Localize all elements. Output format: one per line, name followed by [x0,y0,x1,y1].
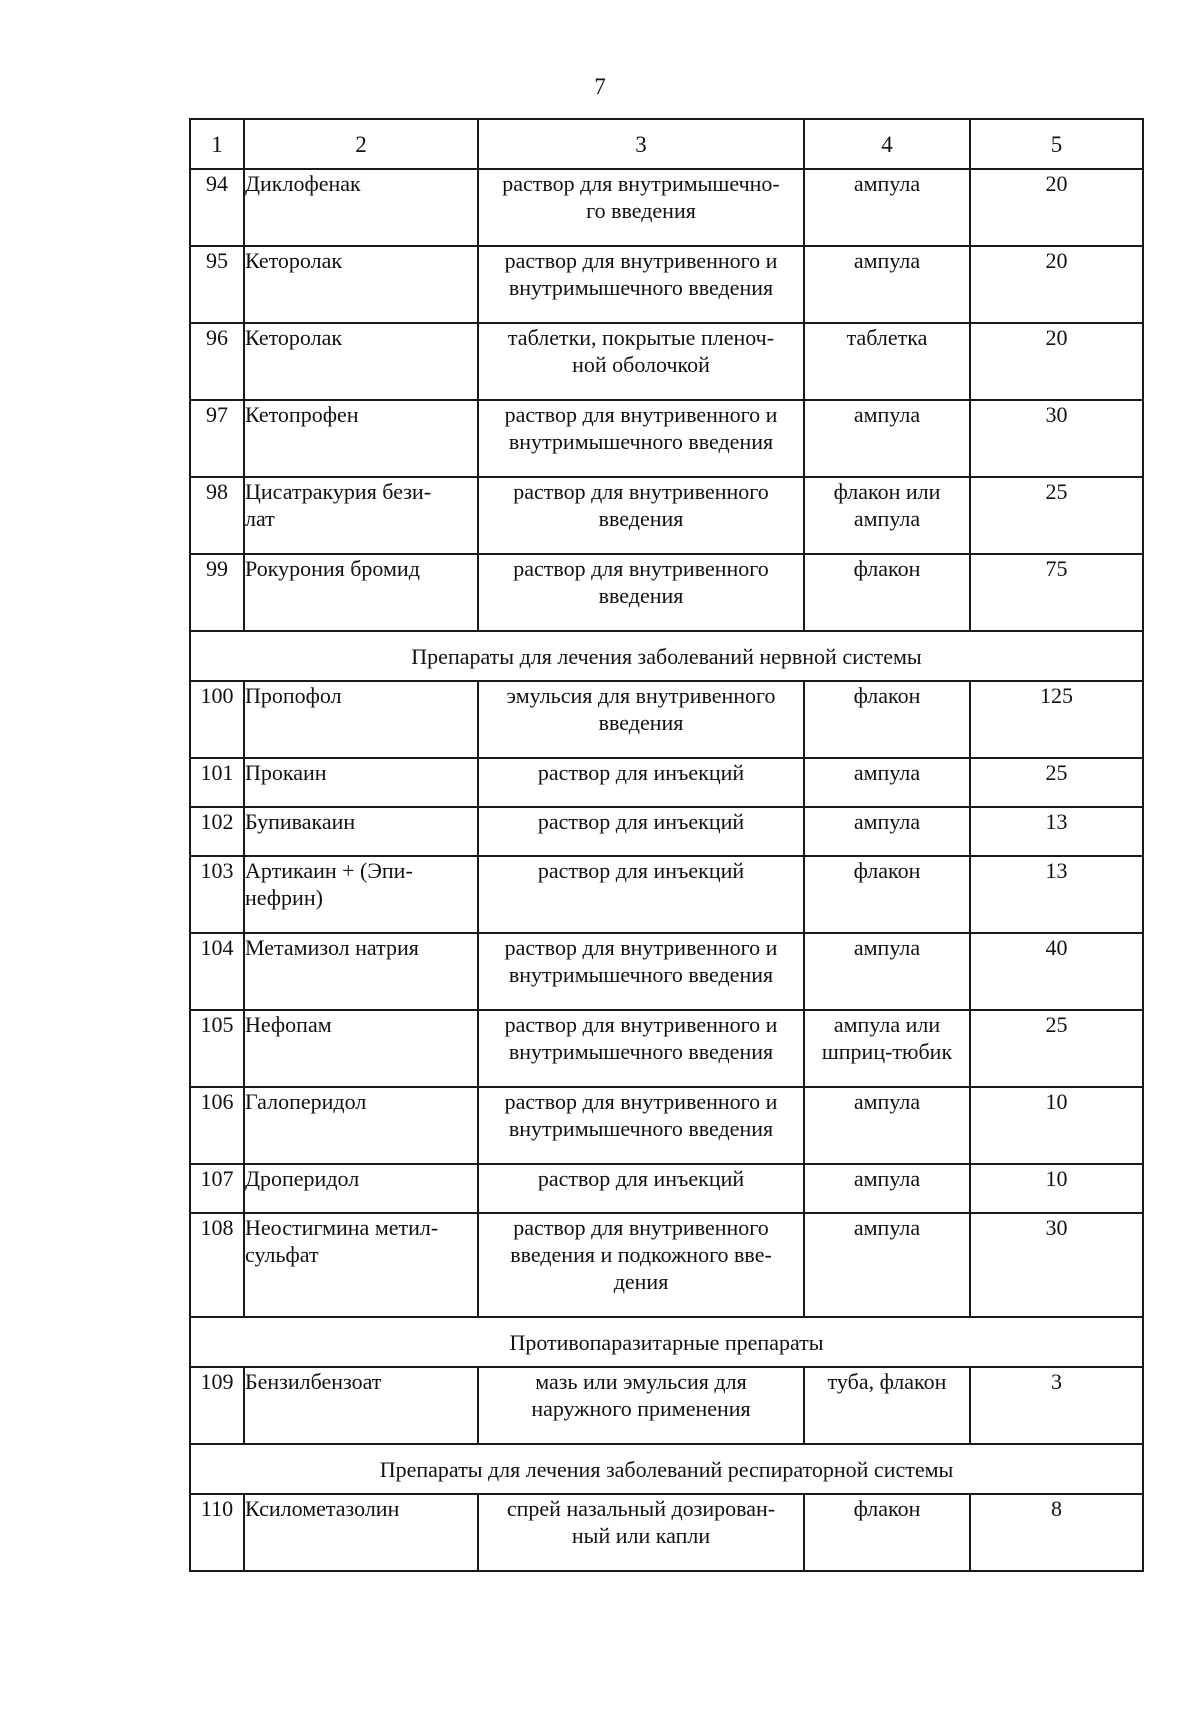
quantity: 8 [970,1494,1143,1571]
table-row [190,400,1143,477]
quantity: 40 [970,933,1143,1010]
section-header-row [190,631,1143,681]
dosage-form: спрей назальный дозирован- ный или капли [478,1494,804,1571]
quantity: 25 [970,1010,1143,1087]
row-number: 103 [190,856,244,933]
drug-table [189,118,1144,1572]
dosage-form: раствор для внутривенного и внутримышечного введения [478,1087,804,1164]
drug-name: Кеторолак [244,323,478,400]
package-unit: флакон [804,681,970,758]
column-header: 3 [478,119,804,169]
table-row [190,933,1143,1010]
quantity: 13 [970,807,1143,856]
drug-name: Рокурония бромид [244,554,478,631]
package-unit: ампула [804,1164,970,1213]
quantity: 30 [970,1213,1143,1317]
row-number: 97 [190,400,244,477]
table-row [190,681,1143,758]
row-number: 109 [190,1367,244,1444]
drug-name: Нефопам [244,1010,478,1087]
table-row [190,323,1143,400]
dosage-form: эмульсия для внутривенного введения [478,681,804,758]
table-header-row [190,119,1143,169]
drug-name: Бензилбензоат [244,1367,478,1444]
dosage-form: раствор для инъекций [478,758,804,807]
dosage-form: раствор для инъекций [478,856,804,933]
table-row [190,1164,1143,1213]
table-row [190,1010,1143,1087]
drug-name: Цисатракурия бези- лат [244,477,478,554]
drug-name: Диклофенак [244,169,478,246]
row-number: 106 [190,1087,244,1164]
row-number: 108 [190,1213,244,1317]
section-title-nervous-system: Препараты для лечения заболеваний нервной системы [190,631,1143,681]
package-unit: флакон [804,1494,970,1571]
section-header-row [190,1444,1143,1494]
package-unit: ампула или шприц-тюбик [804,1010,970,1087]
row-number: 95 [190,246,244,323]
row-number: 96 [190,323,244,400]
drug-name: Дроперидол [244,1164,478,1213]
package-unit: таблетка [804,323,970,400]
table-row [190,246,1143,323]
dosage-form: раствор для внутримышечно- го введения [478,169,804,246]
quantity: 20 [970,323,1143,400]
row-number: 98 [190,477,244,554]
quantity: 10 [970,1164,1143,1213]
table-row [190,1213,1143,1317]
table-row [190,1087,1143,1164]
quantity: 30 [970,400,1143,477]
dosage-form: раствор для внутривенного и внутримышечного введения [478,933,804,1010]
dosage-form: мазь или эмульсия для наружного применения [478,1367,804,1444]
drug-name: Метамизол натрия [244,933,478,1010]
drug-name: Ксилометазолин [244,1494,478,1571]
row-number: 104 [190,933,244,1010]
package-unit: ампула [804,400,970,477]
dosage-form: раствор для внутривенного введения и подкожного вве- дения [478,1213,804,1317]
quantity: 20 [970,246,1143,323]
drug-name: Прокаин [244,758,478,807]
page-number: 7 [594,74,606,99]
drug-name: Неостигмина метил- сульфат [244,1213,478,1317]
drug-name: Артикаин + (Эпи- нефрин) [244,856,478,933]
dosage-form: раствор для внутривенного введения [478,477,804,554]
drug-name: Кеторолак [244,246,478,323]
row-number: 99 [190,554,244,631]
quantity: 75 [970,554,1143,631]
column-header: 5 [970,119,1143,169]
drug-name: Галоперидол [244,1087,478,1164]
section-title-antiparasitic: Противопаразитарные препараты [190,1317,1143,1367]
row-number: 101 [190,758,244,807]
package-unit: туба, флакон [804,1367,970,1444]
table-row [190,856,1143,933]
quantity: 20 [970,169,1143,246]
package-unit: ампула [804,1087,970,1164]
table-row [190,758,1143,807]
package-unit: флакон [804,554,970,631]
package-unit: флакон или ампула [804,477,970,554]
quantity: 10 [970,1087,1143,1164]
quantity: 13 [970,856,1143,933]
quantity: 125 [970,681,1143,758]
drug-name: Бупивакаин [244,807,478,856]
package-unit: ампула [804,1213,970,1317]
package-unit: ампула [804,246,970,323]
table-row [190,807,1143,856]
dosage-form: раствор для внутривенного и внутримышечного введения [478,400,804,477]
table-row [190,169,1143,246]
row-number: 102 [190,807,244,856]
quantity: 25 [970,758,1143,807]
quantity: 25 [970,477,1143,554]
dosage-form: раствор для внутривенного и внутримышечного введения [478,246,804,323]
dosage-form: раствор для внутривенного и внутримышечного введения [478,1010,804,1087]
row-number: 105 [190,1010,244,1087]
drug-name: Кетопрофен [244,400,478,477]
dosage-form: раствор для инъекций [478,1164,804,1213]
dosage-form: таблетки, покрытые пленоч- ной оболочкой [478,323,804,400]
section-title-respiratory: Препараты для лечения заболеваний респираторной системы [190,1444,1143,1494]
row-number: 107 [190,1164,244,1213]
quantity: 3 [970,1367,1143,1444]
table-row [190,1494,1143,1571]
row-number: 100 [190,681,244,758]
dosage-form: раствор для инъекций [478,807,804,856]
package-unit: ампула [804,758,970,807]
table-row [190,1367,1143,1444]
row-number: 94 [190,169,244,246]
table-row [190,477,1143,554]
row-number: 110 [190,1494,244,1571]
column-header: 1 [190,119,244,169]
section-header-row [190,1317,1143,1367]
package-unit: ампула [804,169,970,246]
dosage-form: раствор для внутривенного введения [478,554,804,631]
column-header: 2 [244,119,478,169]
drug-name: Пропофол [244,681,478,758]
package-unit: флакон [804,856,970,933]
column-header: 4 [804,119,970,169]
package-unit: ампула [804,933,970,1010]
package-unit: ампула [804,807,970,856]
table-row [190,554,1143,631]
